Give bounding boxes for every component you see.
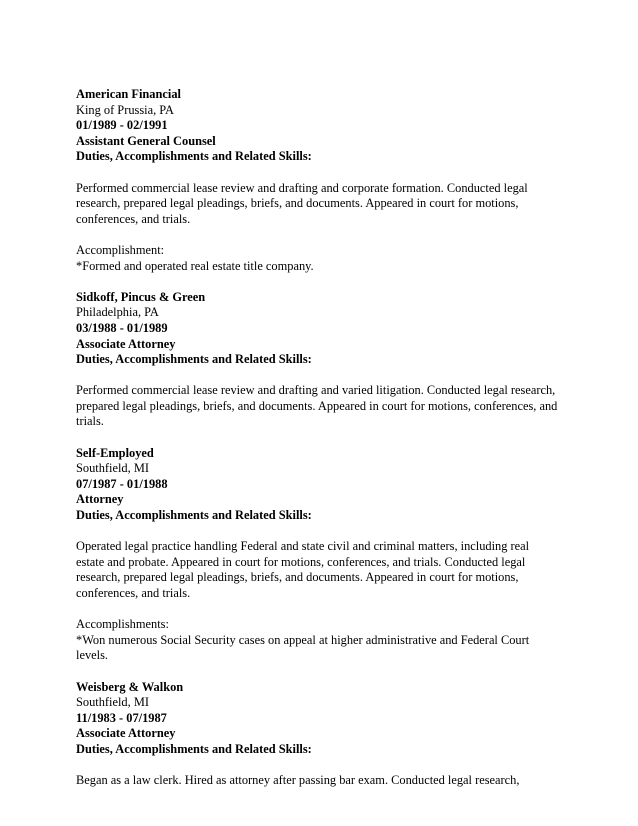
job-description (76, 181, 576, 228)
job-location: Philadelphia, PA (76, 305, 159, 320)
job-entry-self-employed (76, 446, 576, 680)
job-location: King of Prussia, PA (76, 102, 174, 117)
job-entry-weisberg-walkon (76, 680, 576, 789)
description-line: conferences, and trials. (76, 211, 191, 226)
company-name: Weisberg & Walkon (76, 679, 184, 694)
job-entry-sidkoff-pincus-green (76, 290, 576, 446)
description-line: research, prepared legal pleadings, briefs, and documents. Appeared in court for motions, (76, 196, 519, 211)
description-line: Performed commercial lease review and drafting and corporate formation. Conducted legal (76, 180, 528, 195)
job-title: Associate Attorney (76, 726, 176, 741)
duties-heading: Duties, Accomplishments and Related Skills: (76, 352, 312, 367)
job-title: Assistant General Counsel (76, 133, 216, 148)
description-line: prepared legal pleadings, briefs, and documents. Appeared in court for motions, conferences, and (76, 398, 558, 413)
description-line: Performed commercial lease review and drafting and varied litigation. Conducted legal research, (76, 383, 556, 398)
accomplishment-line: *Formed and operated real estate title company. (76, 258, 314, 273)
company-name: Self-Employed (76, 445, 154, 460)
duties-heading: Duties, Accomplishments and Related Skills: (76, 508, 312, 523)
description-line: conferences, and trials. (76, 586, 191, 600)
job-dates: 01/1989 - 02/1991 (76, 118, 168, 133)
company-name: American Financial (76, 87, 181, 101)
job-dates: 07/1987 - 01/1988 (76, 476, 168, 491)
company-name: Sidkoff, Pincus & Green (76, 289, 206, 304)
job-description (76, 773, 576, 789)
description-line: Operated legal practice handling Federal and state civil and criminal matters, including real (76, 539, 530, 554)
job-location: Southfield, MI (76, 461, 149, 476)
job-location: Southfield, MI (76, 695, 149, 710)
duties-heading: Duties, Accomplishments and Related Skills: (76, 149, 312, 164)
description-line: trials. (76, 414, 104, 429)
description-line: estate and probate. Appeared in court for motions, conferences, and trials. Conducted legal (76, 554, 526, 569)
description-line: research, prepared legal pleadings, briefs, and documents. Appeared in court for motions, (76, 570, 519, 585)
accomplishments-label: Accomplishments: (76, 617, 169, 632)
job-dates: 03/1988 - 01/1989 (76, 320, 168, 335)
description-line: Began as a law clerk. Hired as attorney after passing bar exam. Conducted legal research, (76, 773, 520, 788)
accomplishments-label: Accomplishment: (76, 242, 165, 257)
job-description (76, 539, 576, 601)
job-description (76, 383, 576, 430)
job-dates: 11/1983 - 07/1987 (76, 710, 167, 725)
duties-heading: Duties, Accomplishments and Related Skills: (76, 741, 312, 756)
accomplishment-line: levels. (76, 648, 108, 663)
job-title: Associate Attorney (76, 336, 176, 351)
accomplishment-line: *Won numerous Social Security cases on appeal at higher administrative and Federal Court (76, 632, 530, 647)
work-history (76, 87, 576, 789)
job-entry-american-financial (76, 87, 576, 290)
job-title: Attorney (76, 492, 124, 507)
